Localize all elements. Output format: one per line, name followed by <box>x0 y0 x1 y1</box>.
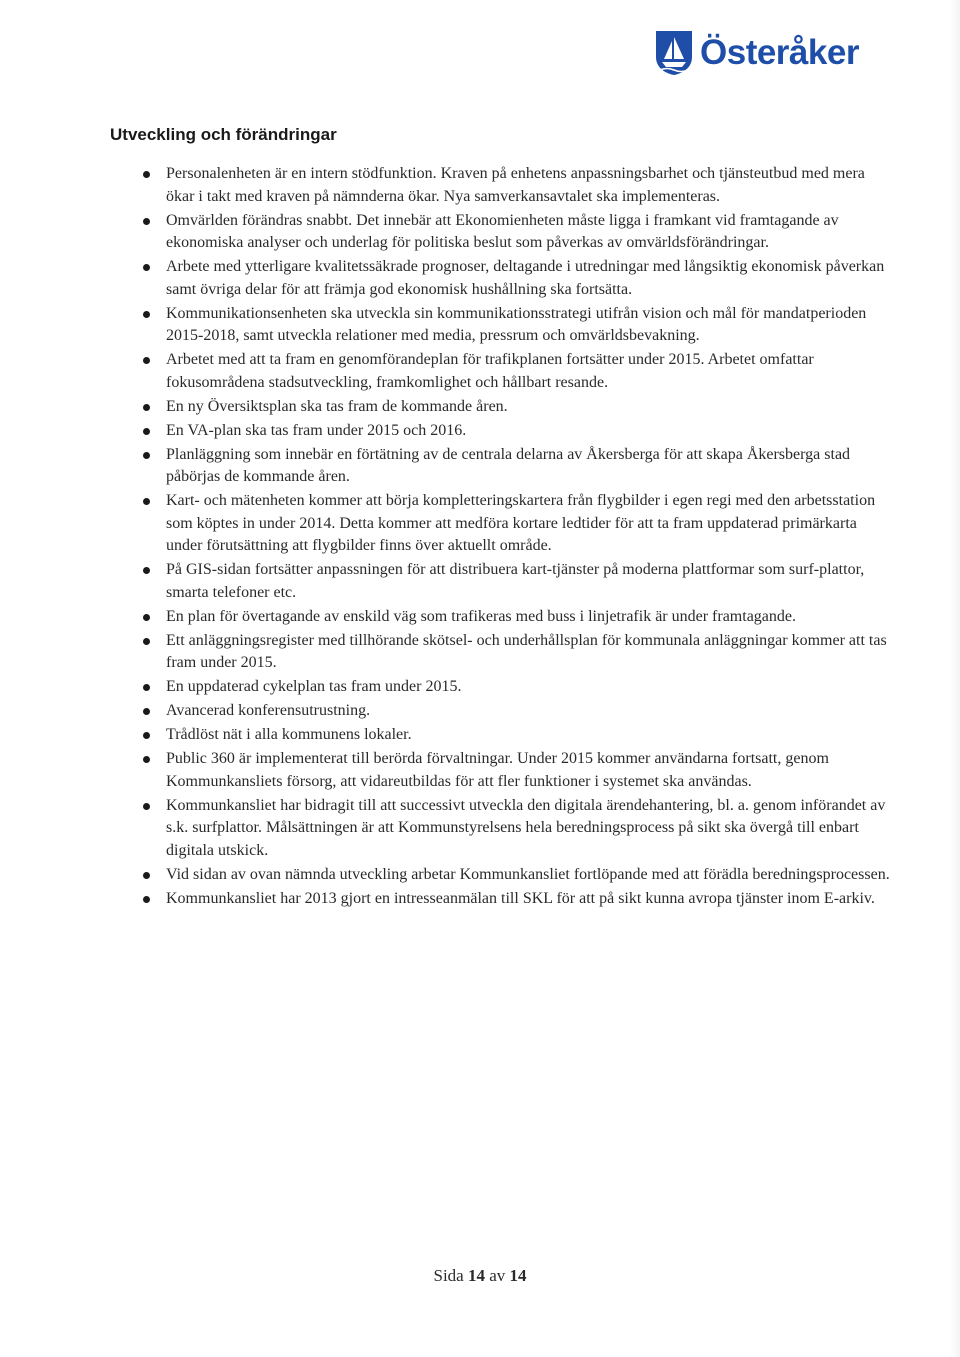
list-item-text: Planläggning som innebär en förtätning av de centrala delarna av Åkersberga för att skapa Åkersberga stad påbörjas de kommande åren. <box>166 445 851 485</box>
bullet-icon <box>143 708 150 715</box>
section-title: Utveckling och förändringar <box>110 125 337 144</box>
bullet-icon <box>143 872 150 879</box>
scan-edge <box>950 0 960 1357</box>
bullet-icon <box>143 428 150 435</box>
list-item <box>166 724 896 747</box>
total-page-count: 14 <box>509 1266 527 1285</box>
list-item-text: Kommunkansliet har bidragit till att successivt utveckla den digitala ärendehantering, bl. a. genom införandet av s.k. surfplattor. Målsättningen är att Kommunstyrelsens hela beredningsprocess på sikt ska övergå till enbart digitala utskick. <box>166 796 886 859</box>
bullet-icon <box>143 452 150 459</box>
list-item <box>166 303 896 348</box>
list-item-text: En VA-plan ska tas fram under 2015 och 2016. <box>166 421 467 439</box>
list-item <box>166 420 896 443</box>
coat-of-arms-icon <box>654 29 694 77</box>
bullet-icon <box>143 404 150 411</box>
list-item <box>166 888 896 911</box>
list-item <box>166 256 896 301</box>
list-item <box>166 163 896 208</box>
list-item <box>166 630 896 675</box>
list-item <box>166 700 896 723</box>
bullet-icon <box>143 614 150 621</box>
list-item <box>166 795 896 863</box>
list-item-text: Kommunikationsenheten ska utveckla sin kommunikationsstrategi utifrån vision och mål för mandatperioden 2015-2018, samt utveckla relationer med media, pressrum och omvärldsbevakning. <box>166 304 867 344</box>
bullet-icon <box>143 756 150 763</box>
page-label: Sida <box>433 1266 464 1285</box>
list-item-text: Personalenheten är en intern stödfunktion. Kraven på enhetens anpassningsbarhet och tjänsteutbud med mera ökar i takt med kraven på nämnderna ökar. Nya samverkansavtalet ska implementeras. <box>166 165 865 205</box>
list-item-text: Kart- och mätenheten kommer att börja kompletteringskartera från flygbilder i egen regi med den arbetsstation som köptes in under 2014. Detta kommer att medföra kortare ledtider för att ta fram uppdaterad primärkarta under förutsättning att flygbilder finns över aktuellt område. <box>166 492 876 554</box>
list-item-text: Omvärlden förändras snabbt. Det innebär att Ekonomienheten måste ligga i framkant vid framtagande av ekonomiska analyser och underlag för politiska beslut som påverkas av omvärldsförändringar. <box>166 211 839 251</box>
list-item <box>166 864 896 887</box>
list-item-text: Ett anläggningsregister med tillhörande skötsel- och underhållsplan för kommunala anläggningar kommer att tas fram under 2015. <box>166 631 887 671</box>
list-item <box>166 559 896 604</box>
bullet-icon <box>143 218 150 225</box>
bullet-icon <box>143 498 150 505</box>
bullet-icon <box>143 896 150 903</box>
bullet-icon <box>143 264 150 271</box>
bullet-icon <box>143 803 150 810</box>
list-item-text: Public 360 är implementerat till berörda förvaltningar. Under 2015 kommer användarna fortsatt, genom Kommunkansliets försorg, att vidareutbildas för att fler funktioner i systemet ska användas. <box>166 750 829 790</box>
page-separator: av <box>489 1266 506 1285</box>
current-page-number: 14 <box>467 1266 485 1285</box>
list-item-text: En uppdaterad cykelplan tas fram under 2015. <box>166 678 462 695</box>
list-item <box>166 396 896 419</box>
list-item <box>166 490 896 558</box>
list-item-text: Trådlöst nät i alla kommunens lokaler. <box>166 726 412 743</box>
list-item-text: Avancerad konferensutrustning. <box>166 702 371 719</box>
bullet-icon <box>143 357 150 364</box>
development-list <box>166 163 896 912</box>
page-footer <box>0 1266 960 1286</box>
bullet-icon <box>143 732 150 739</box>
list-item-text: På GIS-sidan fortsätter anpassningen för att distribuera kart-tjänster på moderna plattformar som surf-plattor, smarta telefoner etc. <box>166 561 865 601</box>
list-item-text: Kommunkansliet har 2013 gjort en intresseanmälan till SKL för att på sikt kunna avropa tjänster inom E-arkiv. <box>166 889 875 907</box>
list-item <box>166 210 896 255</box>
logo-wordmark: Österåker <box>700 33 859 72</box>
bullet-icon <box>143 311 150 318</box>
list-item <box>166 606 896 629</box>
municipality-logo <box>654 28 859 78</box>
list-item-text: En ny Översiktsplan ska tas fram de kommande åren. <box>166 397 508 415</box>
bullet-icon <box>143 638 150 645</box>
list-item <box>166 748 896 793</box>
list-item-text: En plan för övertagande av enskild väg som trafikeras med buss i linjetrafik är under framtagande. <box>166 607 796 625</box>
bullet-icon <box>143 171 150 178</box>
list-item-text: Arbetet med att ta fram en genomförandeplan för trafikplanen fortsätter under 2015. Arbetet omfattar fokusområdena stadsutveckling, framkomlighet och hållbart resande. <box>166 351 814 391</box>
list-item <box>166 676 896 699</box>
bullet-icon <box>143 684 150 691</box>
bullet-icon <box>143 567 150 574</box>
list-item <box>166 444 896 489</box>
list-item-text: Arbete med ytterligare kvalitetssäkrade prognoser, deltagande i utredningar med långsiktig ekonomisk påverkan samt övriga delar för att främja god ekonomisk hushållning ska fortsätta. <box>166 258 885 298</box>
list-item-text: Vid sidan av ovan nämnda utveckling arbetar Kommunkansliet fortlöpande med att förädla beredningsprocessen. <box>166 865 890 883</box>
list-item <box>166 349 896 394</box>
